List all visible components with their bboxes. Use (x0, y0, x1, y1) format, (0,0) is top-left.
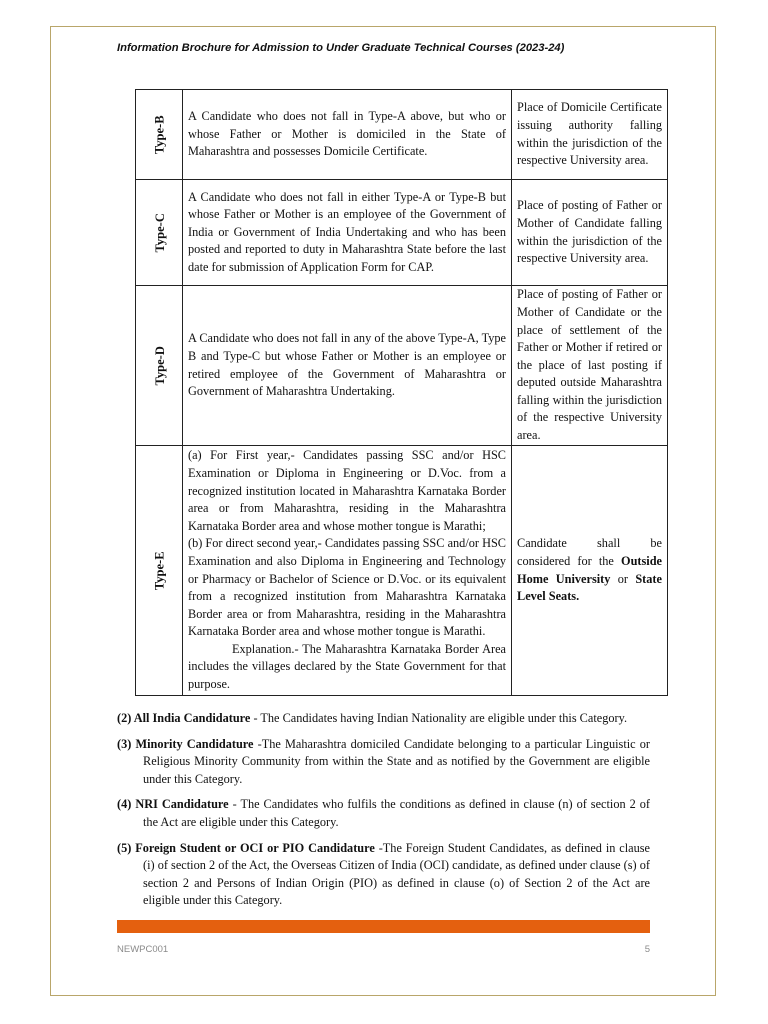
place-cell: Place of posting of Father or Mother of Candidate falling within the jurisdiction of the respective University area. (512, 180, 668, 286)
type-label: Type-C (152, 212, 167, 253)
section-text: - The Candidates having Indian Nationality are eligible under this Category. (250, 711, 628, 725)
section-title: Minority Candidature (135, 736, 254, 751)
section-number: (2) (117, 711, 134, 725)
type-cell (136, 180, 183, 286)
description-cell: A Candidate who does not fall in either Type-A or Type-B but whose Father or Mother is an employee of the Government of India or Government of India Undertaking and who has been posted and reported to duty in Maharashtra State before the last date for submission of Application Form for CAP. (183, 180, 512, 286)
section-number: (5) (117, 840, 136, 855)
type-label: Type-E (152, 551, 167, 590)
description-cell: A Candidate who does not fall in Type-A above, but who or whose Father or Mother is domiciled in the State of Maharashtra and possesses Domicile Certificate. (183, 90, 512, 180)
explanation-text: Explanation.- The Maharashtra Karnataka Border Area includes the villages declared by the State Government for that purpose. (188, 641, 506, 692)
type-cell (136, 446, 183, 696)
type-cell (136, 286, 183, 446)
description-cell (183, 446, 512, 696)
section-all-india (117, 710, 650, 728)
description-cell: A Candidate who does not fall in any of the above Type-A, Type B and Type-C but whose Father or Mother is an employee or retired employee of the Government of Maharashtra or Government of Maharashtra Undertaking. (183, 286, 512, 446)
section-number: (3) (117, 736, 136, 751)
table-row-type-b (136, 90, 668, 180)
section-title: Foreign Student or OCI or PIO Candidature (135, 840, 375, 855)
domicile-type-table (135, 89, 668, 696)
explanation-clause (188, 641, 506, 694)
candidature-sections (117, 710, 650, 918)
table-row-type-d (136, 286, 668, 446)
state-level-seats-text: State Level Seats. (517, 571, 662, 604)
place-cell: Place of posting of Father or Mother of Candidate or the place of settlement of the Father or Mother if retired or the place of last posting if deputed outside Maharashtra falling within the jurisdiction of the respective University area. (512, 286, 668, 446)
table-row-type-e (136, 446, 668, 696)
page-header: Information Brochure for Admission to Under Graduate Technical Courses (2023-24) (117, 42, 565, 54)
outside-home-university-text: Outside Home University (517, 553, 662, 586)
place-cell: Place of Domicile Certificate issuing authority falling within the jurisdiction of the respective University area. (512, 90, 668, 180)
footer-accent-bar (117, 920, 650, 933)
section-minority (117, 736, 650, 789)
section-title: NRI Candidature (135, 797, 229, 812)
section-nri (117, 796, 650, 831)
first-year-clause: (a) For First year,- Candidates passing SSC and/or HSC Examination or Diploma in Engineering or D.Voc. from a recognized institution located in Maharashtra Karnataka Border area or from Maharashtra, residing in the Maharashtra Karnataka Border area and whose mother tongue is Marathi; (188, 448, 506, 533)
section-title: All India Candidature (133, 711, 251, 725)
section-foreign-oci-pio (117, 840, 650, 910)
place-text: Candidate shall be considered for the (517, 536, 662, 568)
direct-second-year-clause: (b) For direct second year,- Candidates passing SSC and/or HSC Examination and also Diploma in Engineering and Technology or Pharmacy or Bachelor of Science or D.Voc. or its equivalent from a recognized institution from Maharashtra Karnataka Border area or from Maharashtra, residing in the Maharashtra Karnataka Border area and whose mother tongue is Marathi. (188, 536, 506, 639)
footer-document-code: NEWPC001 (117, 944, 169, 955)
place-conjunction: or (610, 571, 636, 586)
page-number: 5 (644, 944, 650, 955)
section-text: -The Foreign Student Candidates, as defined in clause (i) of section 2 of the Act, the Overseas Citizen of India (OCI) candidate, as defined under clause (s) of section 2 and Persons of Indian Origin (PIO) as defined in clause (o) of Section 2 of the Act are eligible under this Category. (143, 840, 650, 908)
place-cell (512, 446, 668, 696)
type-cell (136, 90, 183, 180)
section-text: - The Candidates who fulfils the conditions as defined in clause (n) of section 2 of the Act are eligible under this Category. (143, 797, 651, 829)
table-row-type-c (136, 180, 668, 286)
type-label: Type-B (152, 115, 167, 154)
section-text: -The Maharashtra domiciled Candidate belonging to a particular Linguistic or Religious Minority Community from within the State and as notified by the Government are eligible under this Category. (143, 736, 650, 786)
type-label: Type-D (152, 345, 167, 386)
section-number: (4) (117, 797, 136, 812)
